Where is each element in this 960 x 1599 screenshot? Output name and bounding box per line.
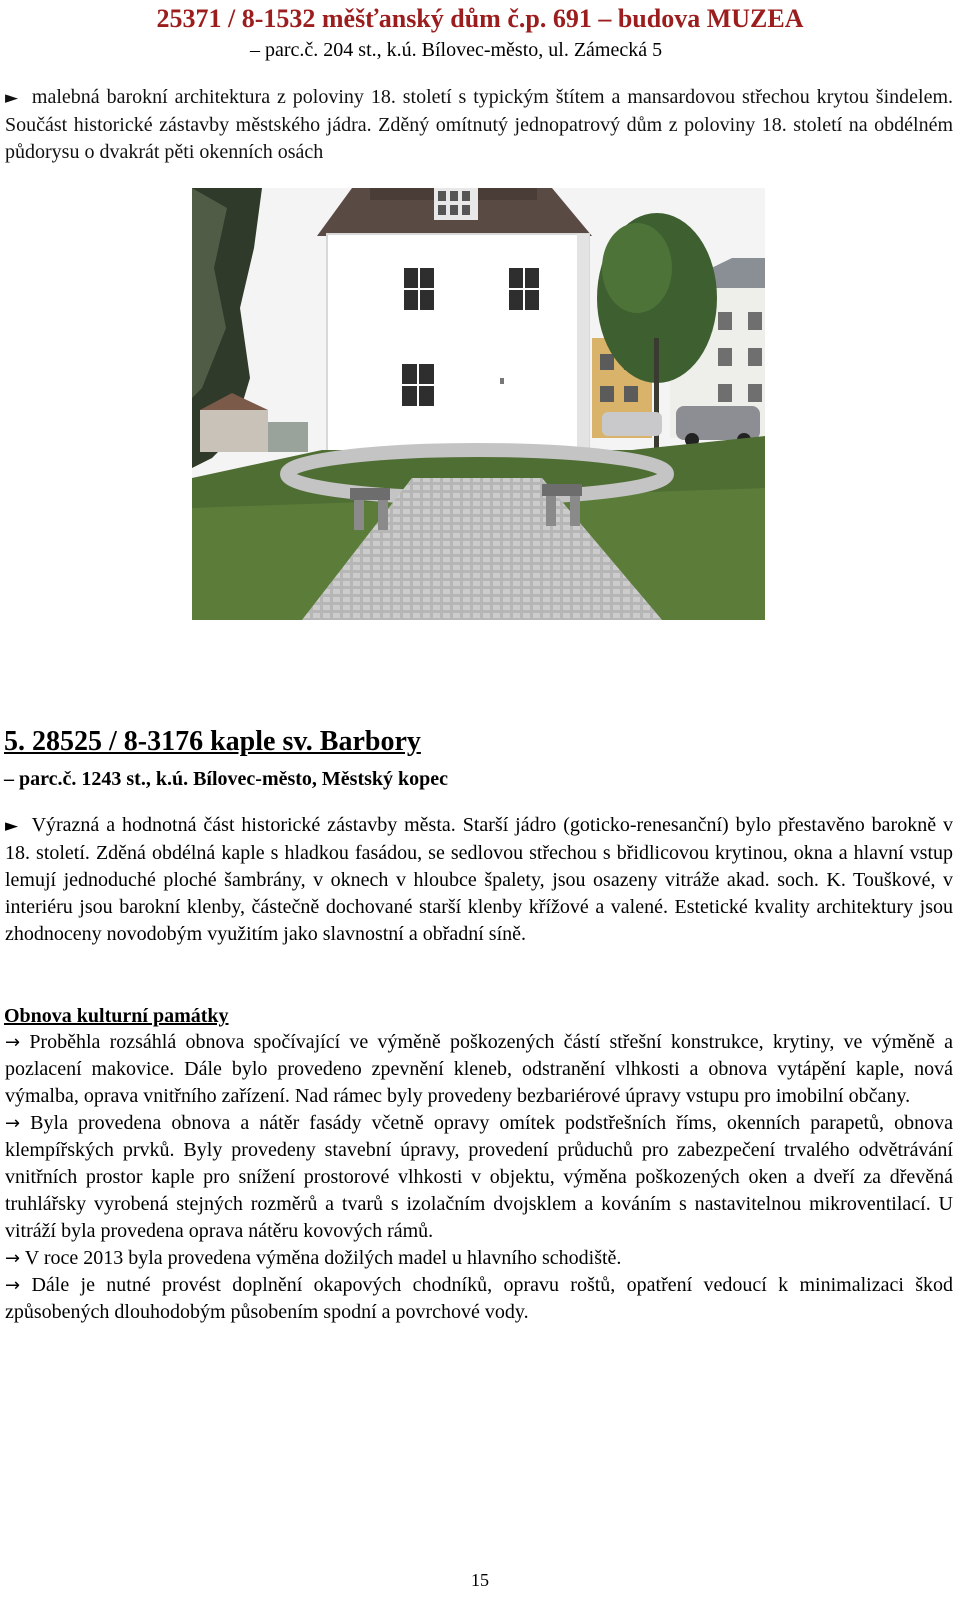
list-item: → Dále je nutné provést doplnění okapových chodníků, opravu roštů, opatření vedoucí k minimalizaci škod způsobených dlouhodobým působením spodní a povrchové vody. — [5, 1274, 953, 1323]
photo-illustration — [192, 188, 765, 620]
section2-subtitle: – parc.č. 1243 st., k.ú. Bílovec-město, Městský kopec — [4, 768, 449, 790]
restoration-list — [5, 1029, 953, 1326]
arrow-right-icon: → — [5, 1113, 21, 1134]
section2-title: 5. 28525 / 8-3176 kaple sv. Barbory — [4, 726, 421, 757]
section3-title: Obnova kulturní památky — [4, 1005, 229, 1027]
list-item: → Proběhla rozsáhlá obnova spočívající ve výměně poškozených částí střešní konstrukce, krytiny, ve výměně a pozlacení makovice. Dále bylo provedeno zpevnění kleneb, odstranění vlhkosti a obnova vytápění kaple, nová výmalba, oprava vnitřního zařízení. Nad rámec byly provedeny bezbariérové úpravy vstupu pro imobilní občany. — [5, 1031, 954, 1107]
page-subtitle: – parc.č. 204 st., k.ú. Bílovec-město, ul. Zámecká 5 — [250, 39, 663, 61]
arrow-right-icon: → — [5, 1032, 21, 1053]
arrow-right-icon: → — [5, 1248, 21, 1269]
list-item: → Byla provedena obnova a nátěr fasády včetně opravy omítek podstřešních říms, okenních parapetů, obnova klempířských prvků. Byly provedeny stavební úpravy, provedení průduchů pro zabezpečení trvalého odvětrávání vnitřních prostor kaple pro snížení prostorové vlhkosti v objektu, výměna poškozených oken a dveří za dřevěná truhlářsky vyrobená stejných rozměrů a tvarů s izolačním dvojsklem a kováním s nastavitelnou mikroventilací. U vitráží byla provedena oprava nátěru kovových rámů. — [5, 1112, 954, 1242]
page-number: 15 — [471, 1570, 489, 1590]
photo-building-museum — [192, 188, 765, 620]
section1-paragraph — [5, 84, 953, 166]
bullet-marker-icon: ► — [5, 816, 19, 836]
section1-text: malebná barokní architektura z poloviny 18. století s typickým štítem a mansardovou střechou krytou šindelem. Součást historické zástavby městského jádra. Zděný omítnutý jednopatrový dům z poloviny 18. století na obdélném půdorysu o dvakrát pěti okenních osách — [5, 86, 953, 163]
section2-text: Výrazná a hodnotná část historické zástavby města. Starší jádro (goticko-renesanční) bylo přestavěno barokně v 18. století. Zděná obdélná kaple s hladkou fasádou, se sedlovou střechou s břidlicovou krytinou, okna a hlavní vstup lemují jednoduché ploché šambrány, v oknech v hloubce špalety, jsou osazeny vitráže akad. soch. K. Touškové, v interiéru jsou barokní klenby, částečně dochované starší klenby křížové a valené. Estetické kvality architektury jsou zhodnoceny novodobým využitím jako slavnostní a obřadní síně. — [5, 814, 954, 945]
page-title: 25371 / 8-1532 měšťanský dům č.p. 691 – budova MUZEA — [156, 4, 804, 33]
list-item: → V roce 2013 byla provedena výměna dožilých madel u hlavního schodiště. — [5, 1247, 622, 1269]
arrow-right-icon: → — [5, 1275, 21, 1296]
bullet-marker-icon: ► — [5, 88, 19, 108]
section2-paragraph — [5, 812, 953, 948]
